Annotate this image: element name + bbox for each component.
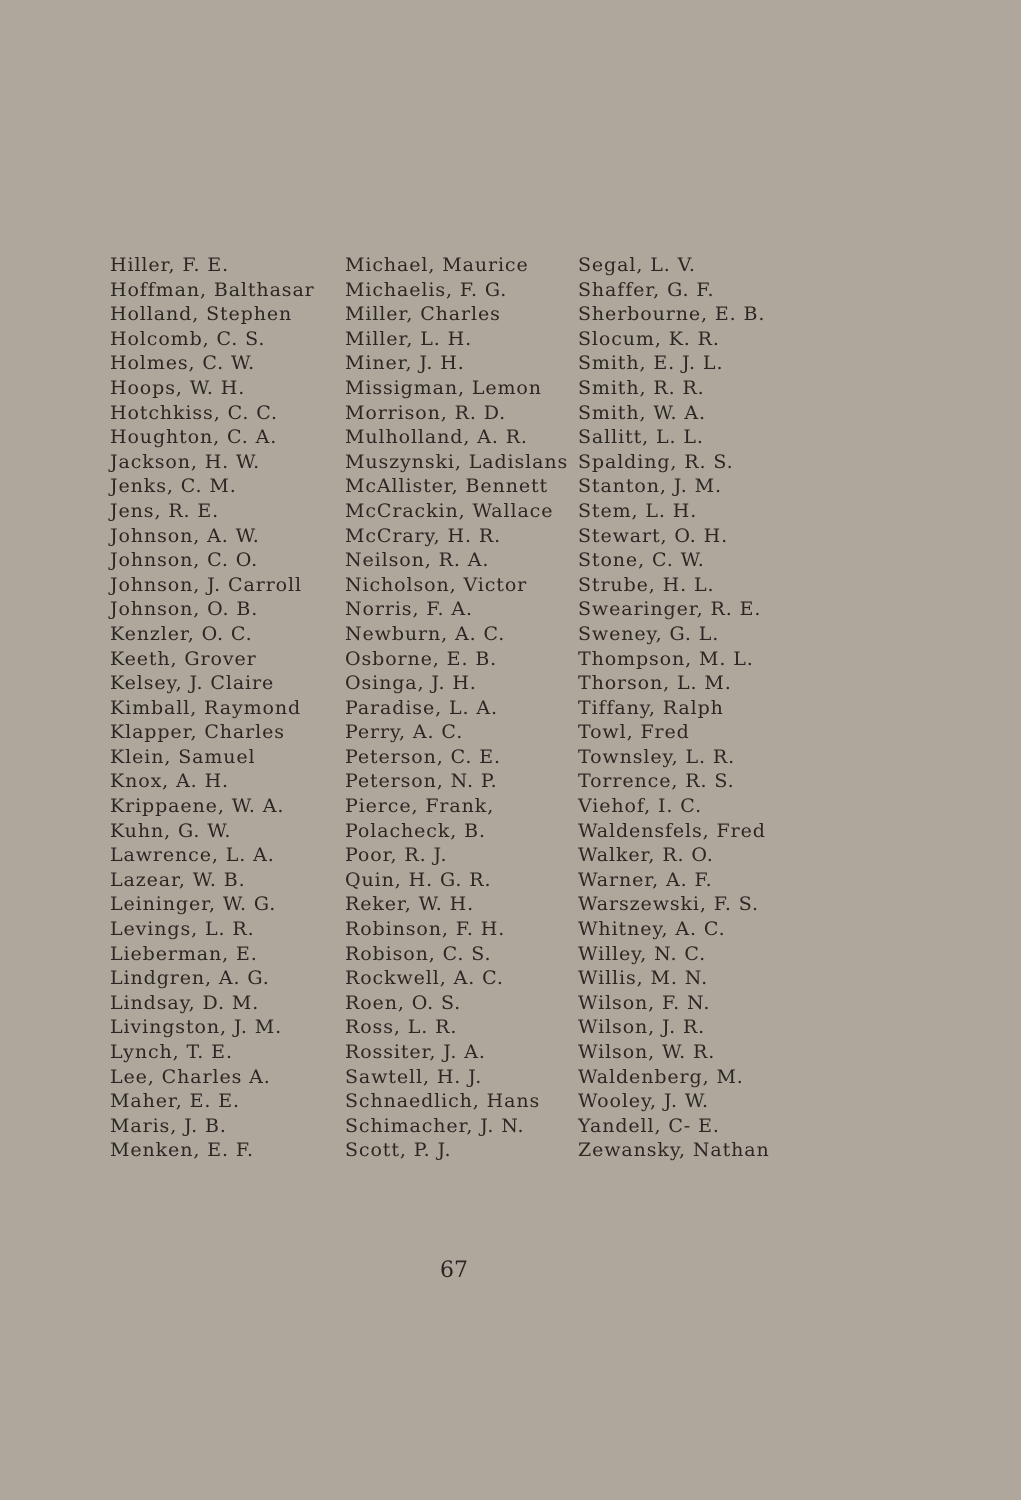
name-entry: Smith, E. J. L.	[578, 352, 724, 375]
name-entry: Polacheck, B.	[345, 819, 486, 842]
page-number: 67	[440, 1258, 468, 1283]
name-entry: Hiller, F. E.	[110, 254, 230, 276]
name-entry: Schimacher, J. N.	[345, 1114, 525, 1137]
name-entry: Whitney, A. C.	[578, 918, 726, 941]
name-entry: Wooley, J. W.	[578, 1090, 709, 1113]
name-entry: Yandell, C- E.	[578, 1114, 720, 1137]
name-entry: Segal, L. V.	[578, 254, 696, 276]
name-entry: Lindgren, A. G.	[110, 967, 270, 990]
name-entry: Walker, R. O.	[578, 844, 714, 867]
name-column-2	[345, 253, 568, 1163]
name-entry: Mulholland, A. R.	[345, 426, 528, 449]
name-entry: Robison, C. S.	[345, 942, 492, 965]
name-entry: Strube, H. L.	[578, 573, 715, 596]
name-entry: Pierce, Frank,	[345, 795, 495, 818]
name-entry: Sallitt, L. L.	[578, 426, 704, 449]
name-entry: Waldensfels, Fred	[578, 819, 766, 842]
name-entry: Smith, R. R.	[578, 376, 705, 399]
name-entry: Kimball, Raymond	[110, 696, 302, 719]
name-entry: Stewart, O. H.	[578, 524, 729, 547]
name-entry: Miller, Charles	[345, 303, 501, 326]
name-entry: Holland, Stephen	[110, 303, 293, 326]
name-entry: Shaffer, G. F.	[578, 278, 715, 301]
name-entry: Wilson, J. R.	[578, 1016, 706, 1039]
name-entry: Lee, Charles A.	[110, 1065, 271, 1088]
name-entry: Holmes, C. W.	[110, 352, 256, 375]
name-entry: Lieberman, E.	[110, 942, 258, 965]
name-entry: Jens, R. E.	[110, 499, 220, 522]
name-entry: Lindsay, D. M.	[110, 991, 260, 1014]
name-entry: Tiffany, Ralph	[578, 696, 724, 719]
name-entry: Rossiter, J. A.	[345, 1041, 486, 1063]
name-entry: Hoops, W. H.	[110, 376, 246, 399]
name-entry: McCrackin, Wallace	[345, 499, 554, 522]
name-entry: Stem, L. H.	[578, 499, 698, 522]
name-entry: Lawrence, L. A.	[110, 844, 275, 867]
name-entry: Swearinger, R. E.	[578, 598, 762, 621]
name-entry: Norris, F. A.	[345, 598, 473, 621]
name-entry: Poor, R. J.	[345, 844, 448, 867]
name-column-1	[110, 253, 315, 1163]
name-entry: Klein, Samuel	[110, 745, 256, 768]
name-entry: McCrary, H. R.	[345, 524, 502, 547]
name-entry: Morrison, R. D.	[345, 401, 507, 424]
name-entry: Wilson, F. N.	[578, 991, 711, 1014]
name-entry: Viehof, I. C.	[578, 795, 703, 818]
name-entry: McAllister, Bennett	[345, 475, 549, 498]
name-entry: Robinson, F. H.	[345, 918, 506, 941]
name-entry: Maris, J. B.	[110, 1114, 227, 1137]
name-entry: Wilson, W. R.	[578, 1041, 716, 1063]
name-entry: Torrence, R. S.	[578, 770, 735, 793]
name-entry: Maher, E. E.	[110, 1090, 240, 1113]
name-entry: Towl, Fred	[578, 721, 690, 744]
name-entry: Slocum, K. R.	[578, 327, 720, 350]
name-entry: Sherbourne, E. B.	[578, 303, 766, 326]
name-entry: Johnson, C. O.	[110, 549, 259, 572]
name-entry: Roen, O. S.	[345, 991, 462, 1014]
name-entry: Stone, C. W.	[578, 549, 705, 572]
name-entry: Johnson, J. Carroll	[110, 573, 302, 596]
name-entry: Perry, A. C.	[345, 721, 464, 744]
name-entry: Osinga, J. H.	[345, 672, 477, 695]
name-entry: Menken, E. F.	[110, 1139, 254, 1162]
name-entry: Kelsey, J. Claire	[110, 672, 275, 695]
name-entry: Ross, L. R.	[345, 1016, 458, 1039]
name-entry: Johnson, A. W.	[110, 524, 260, 547]
name-entry: Keeth, Grover	[110, 647, 257, 670]
name-entry: Paradise, L. A.	[345, 696, 498, 719]
name-entry: Lazear, W. B.	[110, 868, 246, 891]
name-entry: Hoffman, Balthasar	[110, 278, 315, 301]
name-entry: Reker, W. H.	[345, 893, 475, 916]
name-entry: Kenzler, O. C.	[110, 622, 253, 645]
name-entry: Levings, L. R.	[110, 918, 255, 941]
name-entry: Waldenberg, M.	[578, 1065, 744, 1088]
name-entry: Thompson, M. L.	[578, 647, 754, 670]
name-entry: Houghton, C. A.	[110, 426, 278, 449]
name-entry: Warszewski, F. S.	[578, 893, 759, 916]
name-column-3	[578, 253, 770, 1163]
name-entry: Leininger, W. G.	[110, 893, 277, 916]
name-entry: Miner, J. H.	[345, 352, 465, 375]
name-entry: Osborne, E. B.	[345, 647, 498, 670]
name-entry: Lynch, T. E.	[110, 1041, 233, 1063]
name-entry: Kuhn, G. W.	[110, 819, 232, 842]
name-entry: Spalding, R. S.	[578, 450, 734, 473]
name-entry: Muszynski, Ladislans	[345, 450, 569, 473]
name-entry: Townsley, L. R.	[578, 745, 736, 768]
name-entry: Smith, W. A.	[578, 401, 706, 424]
name-entry: Zewansky, Nathan	[578, 1139, 770, 1162]
name-entry: Scott, P. J.	[345, 1139, 452, 1162]
name-entry: Michaelis, F. G.	[345, 278, 508, 301]
name-entry: Klapper, Charles	[110, 721, 285, 744]
name-entry: Quin, H. G. R.	[345, 868, 492, 891]
name-entry: Hotchkiss, C. C.	[110, 401, 278, 424]
name-entry: Miller, L. H.	[345, 327, 473, 350]
name-entry: Willey, N. C.	[578, 942, 707, 965]
name-entry: Krippaene, W. A.	[110, 795, 285, 818]
name-entry: Holcomb, C. S.	[110, 327, 266, 350]
name-entry: Peterson, N. P.	[345, 770, 498, 793]
name-entry: Thorson, L. M.	[578, 672, 732, 695]
name-entry: Nicholson, Victor	[345, 573, 528, 596]
name-entry: Jenks, C. M.	[110, 475, 237, 498]
name-entry: Sweney, G. L.	[578, 622, 720, 645]
name-entry: Warner, A. F.	[578, 868, 713, 891]
name-entry: Rockwell, A. C.	[345, 967, 504, 990]
name-entry: Peterson, C. E.	[345, 745, 501, 768]
name-entry: Neilson, R. A.	[345, 549, 490, 572]
name-entry: Missigman, Lemon	[345, 376, 542, 399]
name-entry: Johnson, O. B.	[110, 598, 259, 621]
name-entry: Stanton, J. M.	[578, 475, 722, 498]
name-entry: Jackson, H. W.	[110, 450, 261, 473]
name-entry: Schnaedlich, Hans	[345, 1090, 541, 1113]
name-entry: Sawtell, H. J.	[345, 1065, 483, 1088]
name-entry: Willis, M. N.	[578, 967, 709, 990]
name-entry: Knox, A. H.	[110, 770, 229, 793]
name-entry: Newburn, A. C.	[345, 622, 506, 645]
name-entry: Livingston, J. M.	[110, 1016, 283, 1039]
name-entry: Michael, Maurice	[345, 254, 529, 276]
